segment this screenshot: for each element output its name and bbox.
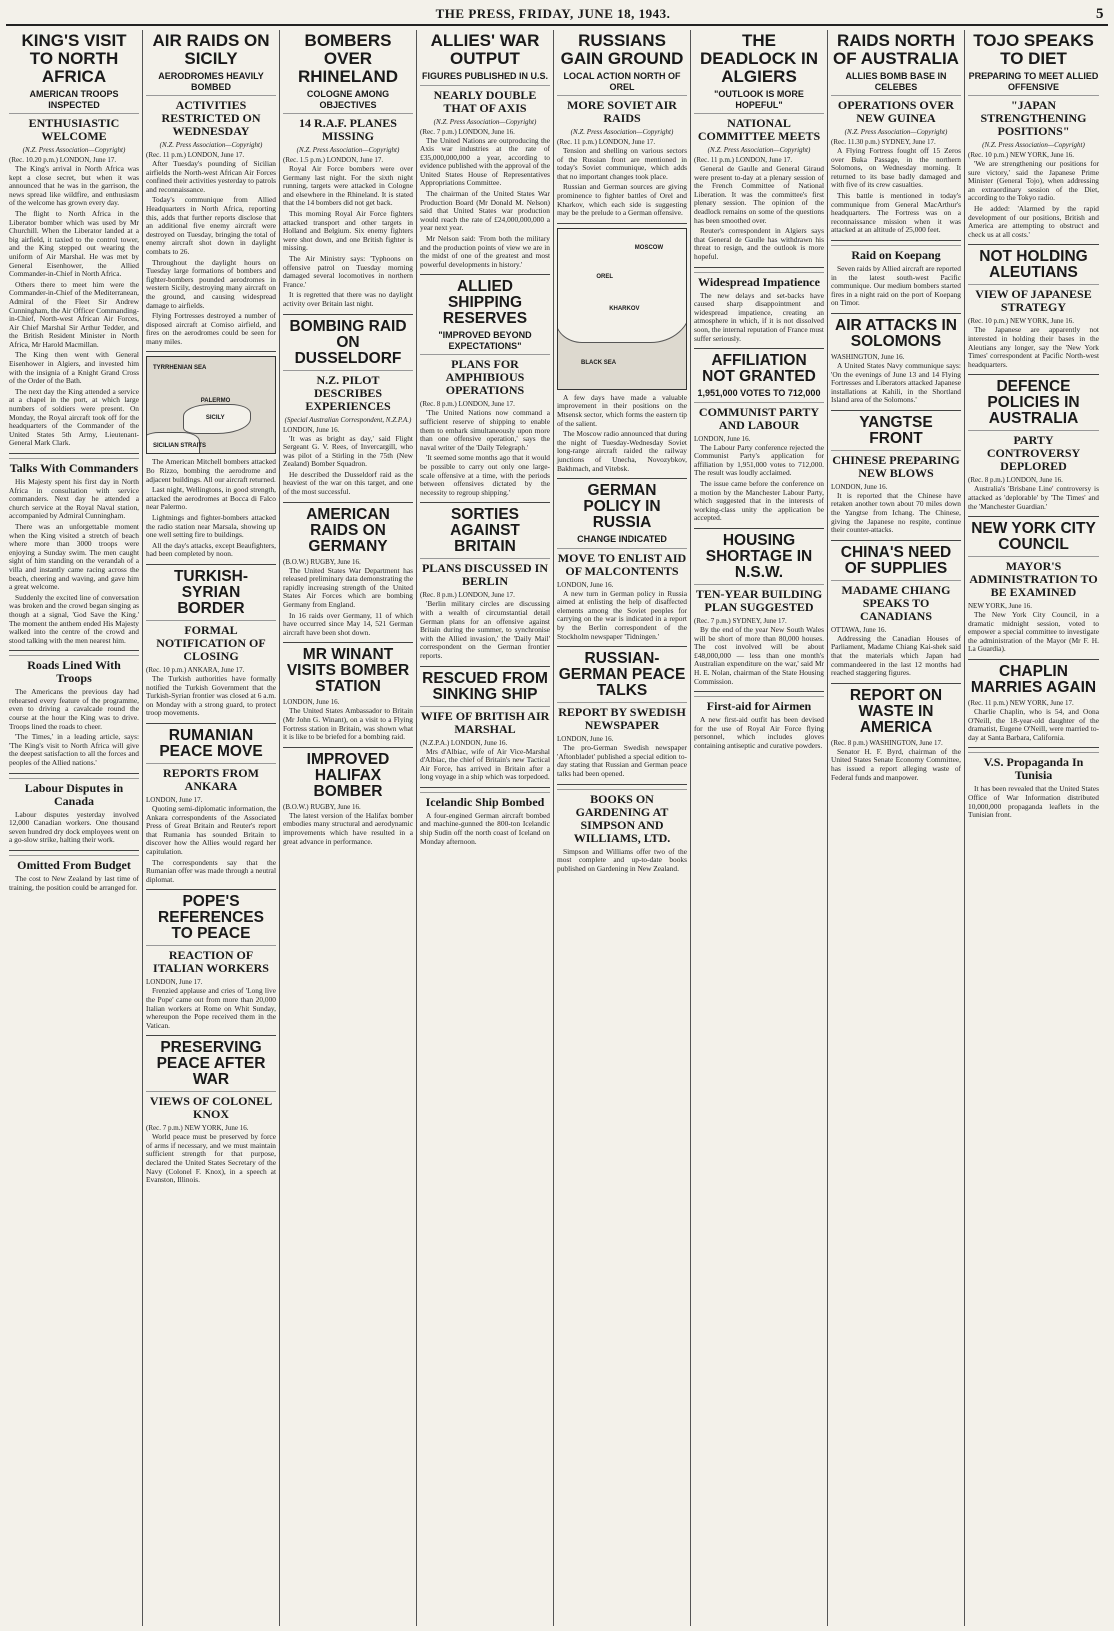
article-headline: RESCUED FROM SINKING SHIP [422,669,548,703]
article-headline: SORTIES AGAINST BRITAIN [450,506,520,556]
article-subhead: MADAME CHIANG SPEAKS TO CANADIANS [831,580,961,623]
article-headline: MR WINANT VISITS BOMBER STATION [286,646,410,696]
column-7 [828,30,965,1626]
article-dateline: WASHINGTON, June 16. [831,352,905,361]
article [146,356,276,565]
article [9,655,139,773]
masthead [6,4,1108,26]
article-deck: FIGURES PUBLISHED IN U.S. [421,71,548,81]
article-subhead: FORMAL NOTIFICATION OF CLOSING [146,620,276,663]
article-dateline: (B.O.W.) RUGBY, June 16. [283,557,361,566]
article-dateline: (Rec. 10 p.m.) NEW YORK, June 16. [968,317,1074,326]
article-subhead: Raid on Koepang [831,245,961,262]
columns [6,30,1108,1626]
article-deck: ALLIES BOMB BASE IN CELEBES [845,71,947,92]
article-deck: PREPARING TO MEET ALLIED OFFENSIVE [968,71,1099,92]
article-paragraph: The next day the King attended a service at a chapel in the port, at which large numbers of soldiers were present. On Monday, the Royal aircraft took off for the headquarters of the Commander of the United States 5th Army, Lieutenant-General Mark Clark. [9,386,139,448]
article [694,32,824,268]
article [283,752,413,851]
article-subhead: MORE SOVIET AIR RAIDS [557,95,687,125]
article-paragraph: Lightnings and fighter-bombers attacked the radio station near Marsala, showing up one well setting fire to buildings. [146,513,276,540]
article-headline: CHAPLIN MARRIES AGAIN [970,663,1097,697]
article-subhead: WIFE OF BRITISH AIR MARSHAL [420,706,550,736]
article-subhead: Roads Lined With Troops [9,655,139,685]
article [283,507,413,644]
article-paragraph: Tension and shelling on various sectors of the Russian front are mentioned in today's Soviet communique, which adds that no important changes took place. [557,146,687,181]
article-paragraph: A United States Navy communique says: 'On the evenings of June 13 and 14 Flying Fortresses and Liberators attacked Japanese installations at Kahili, in the Shortland Island area of the Solomons.' [831,360,961,405]
article-headline: ALLIED SHIPPING RESERVES [442,278,528,328]
article [9,855,139,897]
article-subhead: Widespread Impatience [694,272,824,289]
column-2 [143,30,280,1626]
article [968,32,1099,245]
article-subhead: PLANS DISCUSSED IN BERLIN [420,558,550,588]
article-headline: ALLIES' WAR OUTPUT [430,31,540,68]
article-paragraph: Labour disputes yesterday involved 12,000 Canadian workers. One thousand seven hundred dry dock employees went on a go-slow strike, halting their work. [9,809,139,845]
article-paragraph: Mrs d'Albiac, wife of Air Vice-Marshal d'Albiac, the chief of Britain's new Tactical Air Force, has arrived in Britain after a long voyage in a ship which was torpedoed. [420,746,550,782]
article-paragraph: 'The Times,' in a leading article, says: 'The King's visit to North Africa will give the deepest satisfaction to all the forces and peoples of the Allied nations.' [9,732,139,768]
article-paragraph: The King then went with General Eisenhower in Algiers, and invested him with the insignia of a Knight Grand Cross of the Order of the Bath. [9,350,139,386]
article-deck: "OUTLOOK IS MORE HOPEFUL" [714,89,804,110]
article [831,318,961,411]
article-paragraph: It has been revealed that the United States Office of War Information distributed 10,000,000 propaganda leaflets in the Tunisian front. [968,784,1099,820]
article-dateline: LONDON, June 16. [283,698,340,707]
article-paragraph: Charlie Chaplin, who is 54, and Oona O'Neill, the 18-year-old daughter of the dramatist, Eugene O'Neill, were married to-day at Santa Barbara, California. [968,707,1099,742]
article-paragraph: Seven raids by Allied aircraft are reported in the latest south-west Pacific communique. Our medium bombers started fires in a night raid on the port of Koepang on Timor. [831,263,961,308]
article-paragraph: Reuter's correspondent in Algiers says that General de Gaulle has withdrawn his threat to resign, and the outlook is more hopeful. [694,226,824,261]
article-paragraph: The chairman of the United States War Production Board (Mr Donald M. Nelson) said that United States war production would reach the rate of £24,000,000,000 a year next year. [420,189,550,233]
article-credit: (N.Z. Press Association—Copyright) [433,117,537,126]
article-subhead: CHINESE PREPARING NEW BLOWS [831,450,961,480]
article-paragraph: It is reported that the Chinese have retaken another town about 70 miles down the Yangtse from Ichang. The Chinese, giving the Japanese no respite, continue their counter-attacks. [831,490,961,535]
article-paragraph: There was an unforgettable moment when the King visited a stretch of beach where more than 3000 troops were enjoying a Sunday swim. The men caught sight of him standing on the verandah of a villa and instantly came racing across the beach, cheering and waving, and gave him a great welcome. [9,521,139,592]
article-dateline: LONDON, June 16. [557,580,614,589]
article [420,792,550,851]
article-headline: AIR ATTACKS IN SOLOMONS [835,316,957,350]
article-deck: COLOGNE AMONG OBJECTIVES [306,89,390,110]
article-dateline: (Rec. 7 p.m.) LONDON, June 16. [420,127,515,136]
article-paragraph: The New York City Council, in a dramatic midnight session, voted to empower a special committee to investigate the administration of the Mayor (Mr F. H. La Guardia). [968,610,1099,654]
article [146,894,276,1036]
article-dateline: (Rec. 1.5 p.m.) LONDON, June 17. [283,156,384,164]
article-paragraph: The flight to North Africa in the Liberator bomber which was used by Mr Churchill. When the Liberator landed at a big airfield, it taxied to the control tower, and the King stepped out wearing the uniform of Air Marshal. He was met by General Eisenhower, the Allied Commander-in-Chief in North Africa. [9,208,139,279]
article-headline: AIR RAIDS ON SICILY [152,31,270,68]
article-paragraph: The United States War Department has released preliminary data demonstrating the rapidly increasing strength of the United States Air Forces which are bombing Germany from England. [283,565,413,610]
article-subhead: PLANS FOR AMPHIBIOUS OPERATIONS [420,354,550,397]
article [831,415,961,541]
article-paragraph: World peace must be preserved by force of arms if necessary, and we must maintain sufficient strength for that purpose, declared the United States Secretary of the Navy (Colonel F. Knox), in a speech at Evanston, Illinois. [146,1132,276,1185]
map-label: MOSCOW [634,244,664,251]
article-paragraph: A few days have made a valuable improvement in their positions on the Mtsensk sector, which forms the eastern tip of the salient. [557,392,687,428]
article-dateline: LONDON, June 16. [283,425,340,434]
article-dateline: (Rec. 11 p.m.) LONDON, June 17. [557,138,656,146]
article-subhead: 14 R.A.F. PLANES MISSING [283,113,413,143]
column-8 [965,30,1102,1626]
article-subhead: OPERATIONS OVER NEW GUINEA [831,95,961,125]
article-paragraph: The latest version of the Halifax bomber embodies many structural and aerodynamic improvements which have resulted in a great advance in performance. [283,810,413,846]
article [831,545,961,684]
article-paragraph: Mr Nelson said: 'From both the military and the production points of view we are in the midst of one of the greatest and most powerful developments in history.' [420,234,550,269]
article-paragraph: All the day's attacks, except Beaufighters, had been completed by noon. [146,540,276,559]
article-headline: BOMBING RAID ON DUSSELDORF [289,317,407,367]
article-paragraph: The cost to New Zealand by last time of training, the position could be arranged for. [9,874,139,892]
map-label: SICILIAN STRAITS [153,443,207,450]
article-headline: TOJO SPEAKS TO DIET [973,31,1094,68]
article [694,533,824,692]
article-dateline: (Rec. 11 p.m.) LONDON, June 17. [146,151,245,159]
article [694,272,824,350]
article [968,379,1099,517]
article-dateline: LONDON, June 17. [146,978,203,987]
article-paragraph: This morning Royal Air Force fighters attacked transport and other targets in Holland and Belgium. Six enemy fighters were shot down, and one British fighter is missing. [283,208,413,253]
article [968,521,1099,660]
article [557,483,687,647]
article [420,279,550,503]
article-credit: (N.Z. Press Association—Copyright) [982,141,1085,149]
article-dateline: (N.Z.P.A.) LONDON, June 16. [420,738,508,747]
article-credit: (N.Z. Press Association—Copyright) [570,128,674,136]
article-subhead: "JAPAN STRENGTHENING POSITIONS" [968,95,1099,138]
article-headline: TURKISH-SYRIAN BORDER [173,568,249,617]
article [557,789,687,879]
article-paragraph: The pro-German Swedish newspaper 'Aftonbladet' published a special edition to-day stating that Russian and German peace talks had been opened. [557,743,687,778]
article-headline: PRESERVING PEACE AFTER WAR [156,1039,266,1089]
article-subhead: REPORTS FROM ANKARA [146,763,276,793]
page-number: 5 [1096,5,1104,22]
map-label: OREL [596,273,614,280]
article-deck: AERODROMES HEAVILY BOMBED [158,71,264,92]
article-paragraph: Senator H. F. Byrd, chairman of the United States Senate Economy Committee, has issued a report alleging waste of Federal funds and manpower. [831,746,961,782]
map-landmass [557,228,687,343]
article [420,32,550,275]
article [146,32,276,352]
article-headline: RUMANIAN PEACE MOVE [159,726,263,760]
article-subhead: MAYOR'S ADMINISTRATION TO BE EXAMINED [968,556,1099,599]
article-paragraph: Frenzied applause and cries of 'Long live the Pope' came out from more than 20,000 Italian workers at Rome on Whit Sunday, whereupon the Pope received them in the Vatican. [146,986,276,1030]
article-subhead: BOOKS ON GARDENING AT SIMPSON AND WILLIAMS, LTD. [557,789,687,845]
article-paragraph: The American Mitchell bombers attacked Bo Rizzo, bombing the aerodrome and adjacent buildings. All our aircraft returned. [146,457,276,484]
article-headline: THE DEADLOCK IN ALGIERS [699,31,819,86]
article [694,353,824,529]
article [557,228,687,479]
article-subhead: TEN-YEAR BUILDING PLAN SUGGESTED [694,584,824,614]
column-5 [554,30,691,1626]
article-subhead: V.S. Propaganda In Tunisia [968,752,1099,782]
article-subhead: Labour Disputes in Canada [9,778,139,808]
article-deck: "IMPROVED BEYOND EXPECTATIONS" [438,330,532,351]
article-paragraph: A new turn in German policy in Russia aimed at enlisting the help of disaffected elements among the Soviet peoples for carrying on the war is indicated in a report by the Berlin correspondent of the Stockholm newspaper 'Tidningen.' [557,588,687,641]
article [420,671,550,788]
article-dateline: (Rec. 10 p.m.) ANKARA, June 17. [146,666,245,674]
article-paragraph: A Flying Fortress fought off 15 Zeros over Buka Passage, in the northern Solomons, on Wednesday morning. It returned to its base badly damaged and with five of its crew casualties. [831,146,961,190]
article-paragraph: Suddenly the excited line of conversation was broken and the crowd began singing as though at a signal, 'God Save the King.' The moment the anthem ended His Majesty walked into the centre of the crowd and stood talking with the men nearest him. [9,592,139,645]
article-headline: AMERICAN RAIDS ON GERMANY [306,505,390,555]
article-headline: NOT HOLDING ALEUTIANS [979,248,1088,282]
article-paragraph: Russian and German sources are giving prominence to fighter battles of Orel and Kharkov, which each side is suggesting may be the prelude to a German offensive. [557,182,687,218]
article-paragraph: Others there to meet him were the Commander-in-Chief of the Mediterranean, Admiral of the Fleet Sir Andrew Cunningham, the Air Officer Commanding-in-Chief, North-west African Air Forces, Air Chief Marshal Sir Arthur Tedder, and the British Resident Minister in North Africa, Mr Harold Macmillan. [9,279,139,349]
article-subhead: First-aid for Airmen [694,696,824,713]
article-paragraph: He added: 'Alarmed by the rapid development of our positions, British and America are attempting to obstruct and check us at all costs.' [968,203,1099,239]
article-subhead: VIEW OF JAPANESE STRATEGY [968,284,1099,314]
article-dateline: (B.O.W.) RUGBY, June 16. [283,802,361,811]
article-paragraph: The Labour Party conference rejected the Communist Party's application for affiliation by 1,951,000 votes to 712,000. The result was loudly acclaimed. [694,442,824,478]
article-dateline: (Rec. 8 p.m.) LONDON, June 17. [420,591,515,600]
article-deck: CHANGE INDICATED [577,534,667,545]
article-credit: (N.Z. Press Association—Copyright) [159,141,263,149]
article-paragraph: The issue came before the conference on a motion by the Manchester Labour Party, which suggested that in the interests of working-class unity the application be accepted. [694,478,824,523]
article [557,32,687,224]
article-dateline: (Rec. 11 p.m.) LONDON, June 17. [694,156,793,164]
column-3 [280,30,417,1626]
article-headline: POPE'S REFERENCES TO PEACE [158,893,264,943]
article-dateline: NEW YORK, June 16. [968,602,1032,611]
article-paragraph: Today's communique from Allied Headquarters in North Africa, reporting this, adds that further reports disclose that an additional five enemy aircraft were destroyed on Tuesday, bringing the total of enemy aircraft shot down in daylight combats to 26. [146,195,276,256]
article-paragraph: Quoting semi-diplomatic information, the Ankara correspondents of the Associated Press of Great Britain and Reuter's report that Rumania has sounded Britain to discover how the Allies would regard her capitulation. [146,803,276,856]
article-headline: KING'S VISIT TO NORTH AFRICA [21,31,127,86]
article [831,32,961,241]
article-paragraph: General de Gaulle and General Giraud were present to-day at a plenary session of the French Committee of National Liberation. It was the committee's first plenary session. The opinion of the deadlock remains on some of the questions has been smoothed over. [694,164,824,225]
article-paragraph: The Moscow radio announced that during the night of Tuesday-Wednesday Soviet long-range aircraft raided the railway junctions of Unecha, Novozybkov, Bakhmach, and Vitebsk. [557,429,687,473]
article-dateline: LONDON, June 16. [831,482,888,491]
map-label: KHARKOV [609,305,640,312]
article [146,569,276,724]
map-label: PALERMO [200,397,231,404]
article-paragraph: The correspondents say that the Rumanian offer was made through a neutral diplomat. [146,857,276,884]
article-paragraph: The Air Ministry says: 'Typhoons on offensive patrol on Tuesday morning damaged several locomotives in northern France.' [283,253,413,289]
article-paragraph: The King's arrival in North Africa was kept a close secret, but when it was announced that he was in the garrison, the news spread like wildfire, and enthusiasm of the welcome has grown every day. [9,164,139,208]
article-subhead: NATIONAL COMMITTEE MEETS [694,113,824,143]
article-credit: (N.Z. Press Association—Copyright) [296,146,400,154]
article-deck: 1,951,000 VOTES TO 712,000 [697,388,821,399]
article-dateline: LONDON, June 16. [694,434,751,443]
article [831,688,961,787]
map-label: SICILY [205,415,225,422]
article [831,245,961,314]
article-deck: AMERICAN TROOPS INSPECTED [29,89,119,110]
article [9,32,139,454]
article-subhead: ENTHUSIASTIC WELCOME [9,113,139,143]
article-paragraph: 'The United Nations now command a sufficient reserve of shipping to enable them to embark simultaneously upon more than one offensive operation,' says the naval writer of the 'Daily Telegraph.' [420,408,550,452]
article [968,664,1099,748]
article-subhead: PARTY CONTROVERSY DEPLORED [968,430,1099,473]
article-paragraph: 'We are strengthening our positions for sure victory,' said the Japanese Prime Minister (General Tojo), when addressing an extraordinary session of the Diet, according to the Tokyo radio. [968,159,1099,203]
article-paragraph: Royal Air Force bombers were over Germany last night. For the sixth night running, targets were attacked in Cologne and elsewhere in the Rhineland. It is stated that the 14 bombers did not get back. [283,164,413,208]
article-headline: RUSSIANS GAIN GROUND [560,31,684,68]
column-6 [691,30,828,1626]
article-headline: REPORT ON WASTE IN AMERICA [849,686,943,736]
article-paragraph: By the end of the year New South Wales will be short of more than 80,000 houses. The cost involved will be about £48,000,000 — less than one month's Australian expenditure on the war,' said Mr H. E. Nolan, chairman of the State Housing Commission. [694,624,824,686]
article-headline: RAIDS NORTH OF AUSTRALIA [833,31,959,68]
article-headline: NEW YORK CITY COUNCIL [971,520,1096,554]
article [9,778,139,851]
article-subhead: N.Z. PILOT DESCRIBES EXPERIENCES [283,370,413,413]
article-paragraph: 'Berlin military circles are discussing with a wealth of circumstantial detail German plans for an offensive against Britain during the summer, to synchronise with the Allied invasion,' the 'Daily Mail' correspondent on the German frontier reports. [420,599,550,660]
article [9,458,139,651]
article-paragraph: Flying Fortresses destroyed a number of disposed aircraft at Comiso airfield, and fires on the aerodromes could be seen for many miles. [146,311,276,346]
russia-map [557,228,687,390]
article-dateline: (Rec. 11 p.m.) NEW YORK, June 17. [968,699,1074,708]
article-headline: HOUSING SHORTAGE IN N.S.W. [705,531,813,581]
article [694,696,824,755]
article-paragraph: The new delays and set-backs have caused sharp disappointment and widespread impatience, creating an atmosphere in which, if it is not dissolved soon, the internal reputation of France must suffer seriously. [694,290,824,343]
tyrrhenian-map [146,356,276,454]
article-credit: (N.Z. Press Association—Copyright) [707,146,811,154]
article-paragraph: The United States Ambassador to Britain (Mr John G. Winant), on a visit to a Flying Fortress station in Britain, was shown what it is like to be briefed for a bombing raid. [283,706,413,742]
article-dateline: (Rec. 10.20 p.m.) LONDON, June 17. [9,156,117,164]
article-paragraph: Last night, Wellingtons, in good strength, attacked the aerodromes at Bocca di Falco near Palermo. [146,485,276,512]
column-1 [6,30,143,1626]
article [146,728,276,890]
article-paragraph: The Japanese are apparently not interested in holding their bases in the Aleutians any longer, say the 'New York Times' correspondent at Pacific North-west headquarters. [968,325,1099,369]
article-subhead: Talks With Commanders [9,458,139,475]
article-dateline: (Rec. 8 p.m.) LONDON, June 16. [968,476,1063,485]
article-subhead: MOVE TO ENLIST AID OF MALCONTENTS [557,548,687,578]
article [968,752,1099,824]
article [283,647,413,747]
masthead-title: THE PRESS, FRIDAY, JUNE 18, 1943. [435,6,671,21]
article-paragraph: He described the Dusseldorf raid as the heaviest of the war on this target, and one of the most successful. [283,469,413,497]
article-dateline: LONDON, June 16. [557,735,614,744]
article [283,32,413,315]
article-paragraph: Addressing the Canadian Houses of Parliament, Madame Chiang Kai-shek said that the materials which Japan had commandeered in the last 12 months had reached staggering figures. [831,633,961,678]
article-headline: CHINA'S NEED OF SUPPLIES [840,543,952,577]
article-paragraph: His Majesty spent his first day in North Africa in consultation with service commanders. Next day he attended a church service at the Royal Naval station, accompanied by Admiral Cunningham. [9,477,139,521]
article-paragraph: Australia's 'Brisbane Line' controversy is attacked as 'deplorable' by 'The Times' and the 'Manchester Guardian.' [968,484,1099,511]
article-subhead: Omitted From Budget [9,855,139,872]
article-subhead: REACTION OF ITALIAN WORKERS [146,945,276,975]
article-credit: (N.Z. Press Association—Copyright) [22,146,126,154]
article-paragraph: This battle is mentioned in today's communique from General MacArthur's headquarters. The Fortress was on a reconnaissance mission when it was attacked at an altitude of 25,000 feet. [831,190,961,235]
article-headline: AFFILIATION NOT GRANTED [702,352,816,386]
article-headline: DEFENCE POLICIES IN AUSTRALIA [987,378,1080,428]
article-paragraph: A new first-aid outfit has been devised for the use of Royal Air Force flying personnel, which includes gloves containing antiseptic and curative powders. [694,715,824,750]
article-dateline: (Rec. 11.30 p.m.) SYDNEY, June 17. [831,138,936,146]
article-subhead: Icelandic Ship Bombed [420,792,550,809]
article-paragraph: Throughout the daylight hours on Tuesday large formations of bombers and fighter-bombers pounded aerodromes in western Sicily, destroying many aircraft on the ground, and causing widespread damage to airfields. [146,257,276,310]
article-dateline: (Rec. 8 p.m.) LONDON, June 17. [420,400,515,409]
article [557,651,687,784]
column-4 [417,30,554,1626]
article-paragraph: 'It was as bright as day,' said Flight Sergeant G. V. Rees, of Invercargill, who was pilot of a Stirling in the 75th (New Zealand) Bomber Squadron. [283,433,413,469]
article-headline: BOMBERS OVER RHINELAND [297,31,399,86]
article [420,507,550,666]
article-deck: LOCAL ACTION NORTH OF OREL [563,71,681,92]
article-headline: YANGTSE FRONT [859,413,933,447]
article-dateline: (Rec. 8 p.m.) WASHINGTON, June 17. [831,738,943,747]
article-subhead: COMMUNIST PARTY AND LABOUR [694,402,824,432]
map-label: TYRRHENIAN SEA [153,365,207,372]
map-label: BLACK SEA [581,359,617,366]
article-paragraph: After Tuesday's pounding of Sicilian airfields the North-west African Air Forces confined their activities yesterday to patrols and reconnaissance. [146,159,276,194]
article-credit: (Special Australian Correspondent, N.Z.P.A.) [284,415,412,424]
article [283,319,413,503]
article-dateline: (Rec. 10 p.m.) NEW YORK, June 16. [968,151,1074,159]
article-paragraph: The Americans the previous day had rehearsed every feature of the programme, even to driving a cavalcade round the course at the hour the King was to drive. Troops lined the roads to cheer. [9,687,139,731]
article-paragraph: The Turkish authorities have formally notified the Turkish Government that the Turkish-Syrian frontier was closed at 6 a.m. on Monday with a strong guard, to protect troop movements. [146,674,276,718]
article-dateline: OTTAWA, June 16. [831,625,887,634]
article [146,1040,276,1190]
article-headline: IMPROVED HALIFAX BOMBER [306,750,390,800]
article-credit: (N.Z. Press Association—Copyright) [844,128,948,136]
article [968,249,1099,375]
article-subhead: REPORT BY SWEDISH NEWSPAPER [557,702,687,732]
article-dateline: LONDON, June 17. [146,795,203,804]
article-paragraph: Simpson and Williams offer two of the most complete and up-to-date books published on Gardening in New Zealand. [557,846,687,873]
article-dateline: (Rec. 7 p.m.) NEW YORK, June 16. [146,1124,249,1133]
article-paragraph: The United Nations are outproducing the Axis war industries at the rate of £35,000,000,000 a year, according to evidence published with the approval of the United States House of Representatives Appropriations Committee. [420,135,550,188]
article-headline: RUSSIAN-GERMAN PEACE TALKS [558,650,686,700]
article-subhead: VIEWS OF COLONEL KNOX [146,1091,276,1121]
article-paragraph: In 16 raids over Germany, 11 of which have occurred since May 14, 521 German aircraft have been shot down. [283,610,413,637]
article-subhead: NEARLY DOUBLE THAT OF AXIS [420,85,550,115]
article-paragraph: It is regretted that there was no daylight activity over Britain last night. [283,290,413,308]
article-paragraph: A four-engined German aircraft bombed and machine-gunned the 800-ton Icelandic ship Sudin off the north coast of Iceland on Monday afternoon. [420,810,550,846]
article-subhead: ACTIVITIES RESTRICTED ON WEDNESDAY [146,95,276,138]
article-paragraph: 'It seemed some months ago that it would be possible to carry out only one large-scale offensive at a time, with the periods between offensives dictated by the necessity to regroup shipping.' [420,453,550,497]
article-headline: GERMAN POLICY IN RUSSIA [583,482,661,532]
article-dateline: (Rec. 7 p.m.) SYDNEY, June 17. [694,616,787,625]
